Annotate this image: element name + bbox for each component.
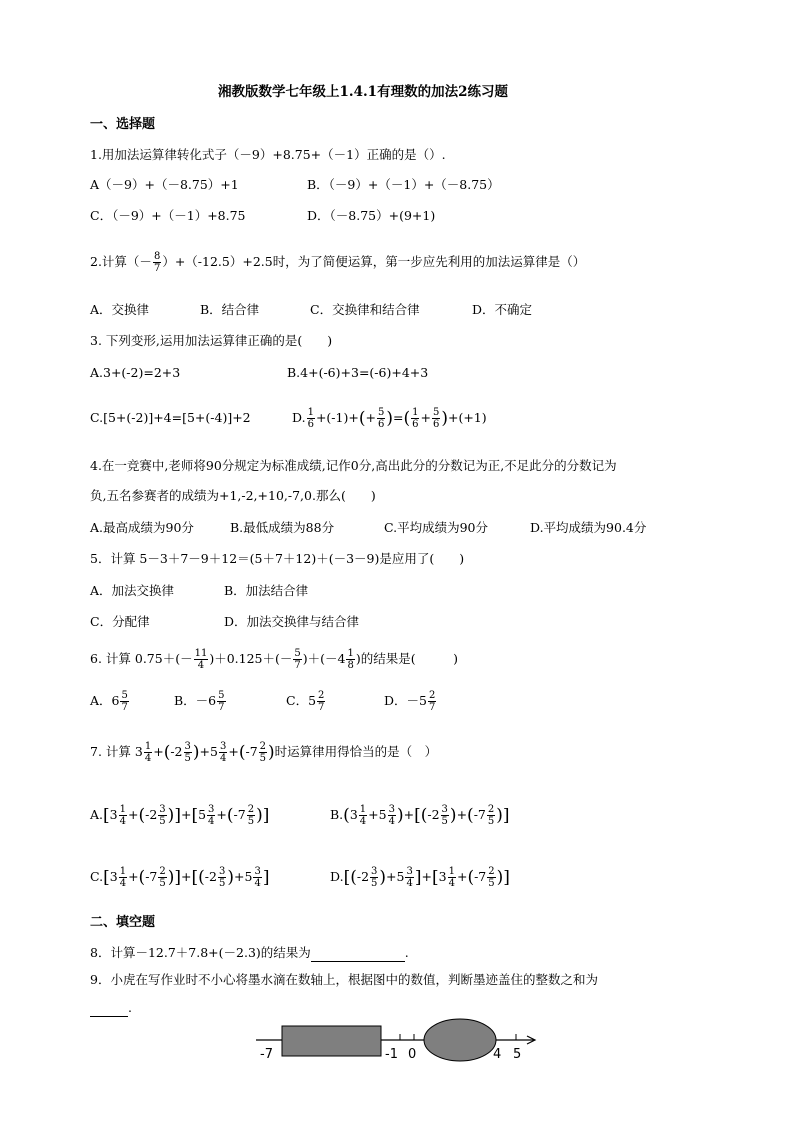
question-6-option-b: B．－6 $\frac{5}{7}$ bbox=[174, 690, 225, 713]
tick-label: -1 bbox=[385, 1047, 398, 1062]
answer-blank bbox=[90, 1000, 128, 1017]
question-1-option-d: D．（－8.75）+(9+1) bbox=[307, 208, 436, 223]
question-4-option-c: C.平均成绩为90分 bbox=[384, 520, 488, 535]
question-3-option-d: D. $\frac{1}{6}$ +(-1)+(+ $\frac{5}{6}$ )=( $\frac{1}{6}$ + $\frac{5}{6}$ )+(+1) bbox=[292, 407, 487, 430]
question-8-stem: 8．计算－12.7＋7.8+(－2.3)的结果为 . bbox=[90, 945, 409, 960]
question-3-option-a: A.3+(-2)=2+3 bbox=[90, 365, 181, 380]
number-line-figure bbox=[250, 1018, 550, 1066]
question-2-option-a: A．交换律 bbox=[90, 302, 150, 317]
question-2-stem: 2.计算（－ $\frac{8}{7}$ ）+（-12.5）+2.5时，为了简便运算，第一步应先利用的加法运算律是（） bbox=[90, 251, 586, 274]
question-9-line-1: 9．小虎在写作业时不小心将墨水滴在数轴上，根据图中的数值，判断墨迹盖住的整数之和为 bbox=[90, 972, 598, 987]
question-6-option-c: C．5 $\frac{2}{7}$ bbox=[286, 690, 325, 713]
question-5-option-c: C．分配律 bbox=[90, 614, 150, 629]
question-7-option-a: A.[3 $\frac{1}{4}$ +(-2 $\frac{3}{5}$ )]+[5 $\frac{3}{4}$ +(-7 $\frac{2}{5}$ )] bbox=[90, 804, 270, 827]
question-4-line-1: 4.在一竞赛中,老师将90分规定为标准成绩,记作0分,高出此分的分数记为正,不足此分的分数记为 bbox=[90, 458, 617, 473]
question-3-stem: 3. 下列变形,运用加法运算律正确的是( ) bbox=[90, 333, 333, 348]
section-heading-choice: 一、选择题 bbox=[90, 117, 156, 132]
fraction: $\frac{8}{7}$ bbox=[153, 251, 161, 274]
question-3-option-b: B.4+(-6)+3=(-6)+4+3 bbox=[287, 365, 429, 380]
page-title: 湘教版数学七年级上1.4.1有理数的加法2练习题 bbox=[218, 84, 508, 100]
tick-label: -7 bbox=[260, 1047, 273, 1062]
question-1-option-a: A（－9）+（－8.75）+1 bbox=[90, 177, 239, 192]
question-3-option-c: C.[5+(-2)]+4=[5+(-4)]+2 bbox=[90, 410, 251, 425]
question-5-stem: 5．计算 5－3＋7－9＋12＝(5＋7＋12)＋(－3－9)是应用了( ) bbox=[90, 551, 465, 566]
question-6-option-a: A．6 $\frac{5}{7}$ bbox=[90, 690, 128, 713]
question-5-option-b: B．加法结合律 bbox=[224, 583, 309, 598]
question-2-option-b: B．结合律 bbox=[200, 302, 260, 317]
ink-blot-rectangle bbox=[282, 1026, 381, 1056]
question-7-option-d: D.[(-2 $\frac{3}{5}$ )+5 $\frac{3}{4}$ ]+[3 $\frac{1}{4}$ +(-7 $\frac{2}{5}$ )] bbox=[330, 866, 510, 889]
question-1-option-c: C．（－9）+（－1）+8.75 bbox=[90, 208, 246, 223]
tick-label: 5 bbox=[513, 1047, 522, 1062]
question-6-option-d: D．－5 $\frac{2}{7}$ bbox=[384, 690, 436, 713]
answer-blank bbox=[311, 945, 405, 962]
question-2-option-d: D．不确定 bbox=[472, 302, 533, 317]
question-5-option-d: D．加法交换律与结合律 bbox=[224, 614, 360, 629]
question-7-option-b: B.(3 $\frac{1}{4}$ +5 $\frac{3}{4}$ )+[(-2 $\frac{3}{5}$ )+(-7 $\frac{2}{5}$ )] bbox=[330, 804, 510, 827]
question-4-line-2: 负,五名参赛者的成绩为+1,-2,+10,-7,0.那么( ) bbox=[90, 488, 376, 503]
question-2-option-c: C．交换律和结合律 bbox=[310, 302, 420, 317]
question-1-stem: 1.用加法运算律转化式子（－9）+8.75+（－1）正确的是（）. bbox=[90, 147, 446, 162]
question-7-stem: 7. 计算 3 $\frac{1}{4}$ +(-2 $\frac{3}{5}$ )+5 $\frac{3}{4}$ +(-7 $\frac{2}{5}$ )时运算律用得恰当的是（ ） bbox=[90, 741, 438, 764]
question-4-option-b: B.最低成绩为88分 bbox=[230, 520, 335, 535]
question-4-option-d: D.平均成绩为90.4分 bbox=[530, 520, 647, 535]
section-heading-fill: 二、填空题 bbox=[90, 915, 156, 930]
question-4-option-a: A.最高成绩为90分 bbox=[90, 520, 194, 535]
tick-label: 4 bbox=[493, 1047, 502, 1062]
question-6-stem: 6. 计算 0.75＋(－ $\frac{11}{4}$ )＋0.125＋(－ $\frac{5}{7}$ )＋(－4 $\frac{1}{8}$ )的结果是( ) bbox=[90, 648, 458, 671]
question-5-option-a: A．加法交换律 bbox=[90, 583, 175, 598]
ink-blot-ellipse bbox=[424, 1019, 496, 1061]
question-1-option-b: B．（－9）+（－1）+（－8.75） bbox=[307, 177, 500, 192]
tick-label: 0 bbox=[408, 1047, 417, 1062]
question-9-line-2: . bbox=[90, 1000, 132, 1017]
question-7-option-c: C.[3 $\frac{1}{4}$ +(-7 $\frac{2}{5}$ )]+[(-2 $\frac{3}{5}$ )+5 $\frac{3}{4}$ ] bbox=[90, 866, 270, 889]
